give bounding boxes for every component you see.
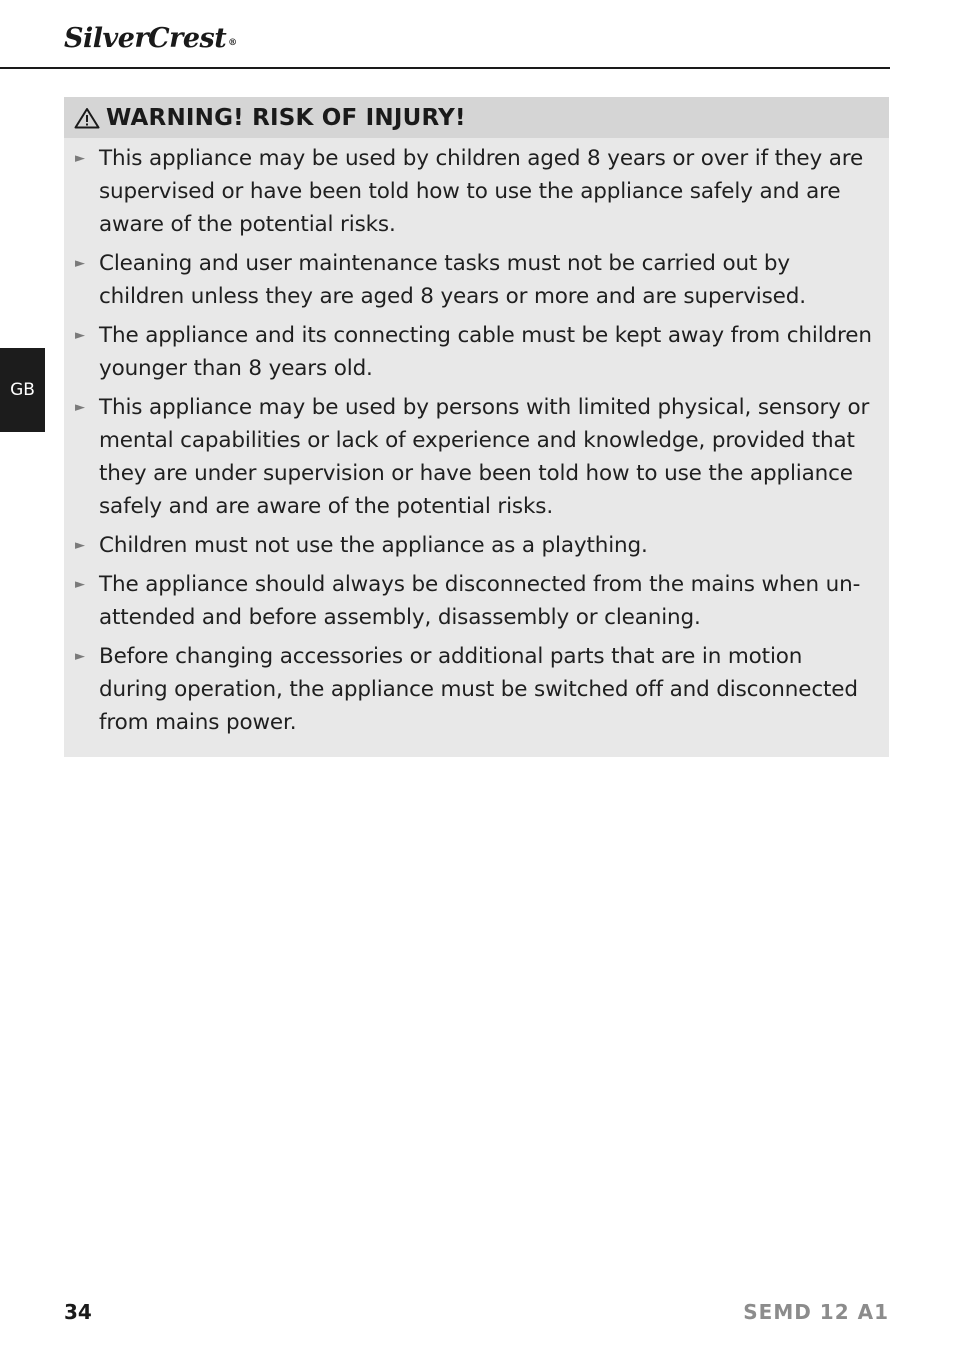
registered-mark: ®	[228, 38, 237, 48]
list-item	[64, 319, 875, 385]
list-item	[64, 391, 875, 523]
list-item-text: The appliance and its connecting cable must be kept away from children younger than 8 years old.	[99, 323, 872, 381]
page-number: 34	[64, 1300, 92, 1324]
header-divider	[0, 67, 890, 69]
list-item	[64, 247, 875, 313]
warning-header	[64, 97, 889, 138]
language-tab	[0, 348, 45, 432]
language-tab-label: GB	[10, 380, 35, 400]
list-item-text: Before changing accessories or additional parts that are in motion during operation, the appliance must be switched off and disconnected from mains power.	[99, 644, 858, 735]
list-item	[64, 640, 875, 739]
bullet-arrow-icon: ►	[75, 328, 85, 343]
list-item-text: Cleaning and user maintenance tasks must not be carried out by children unless they are aged 8 years or more and are supervised.	[99, 251, 806, 309]
bullet-arrow-icon: ►	[75, 400, 85, 415]
brand-logo	[64, 22, 237, 56]
bullet-arrow-icon: ►	[75, 538, 85, 553]
bullet-arrow-icon: ►	[75, 649, 85, 664]
model-name: SEMD 12 A1	[743, 1300, 889, 1324]
list-item-text: The appliance should always be disconnected from the mains when un-attended and before assembly, disassembly or cleaning.	[99, 572, 861, 630]
warning-box	[64, 97, 889, 757]
list-item	[64, 142, 875, 241]
warning-triangle-icon	[74, 107, 100, 129]
bullet-arrow-icon: ►	[75, 256, 85, 271]
warning-title: WARNING! RISK OF INJURY!	[106, 104, 466, 131]
list-item-text: This appliance may be used by children aged 8 years or over if they are supervised or have been told how to use the appliance safely and are aware of the potential risks.	[99, 146, 864, 237]
bullet-arrow-icon: ►	[75, 151, 85, 166]
brand-name: SilverCrest	[64, 23, 227, 54]
list-item-text: This appliance may be used by persons with limited physical, sensory or mental capabilities or lack of experience and knowledge, provided that they are under supervision or have been told how to use the appliance safely and are aware of the potential risks.	[99, 395, 870, 519]
list-item	[64, 529, 875, 562]
list-item	[64, 568, 875, 634]
list-item-text: Children must not use the appliance as a plaything.	[99, 533, 648, 558]
bullet-arrow-icon: ►	[75, 577, 85, 592]
warning-list	[64, 138, 889, 739]
